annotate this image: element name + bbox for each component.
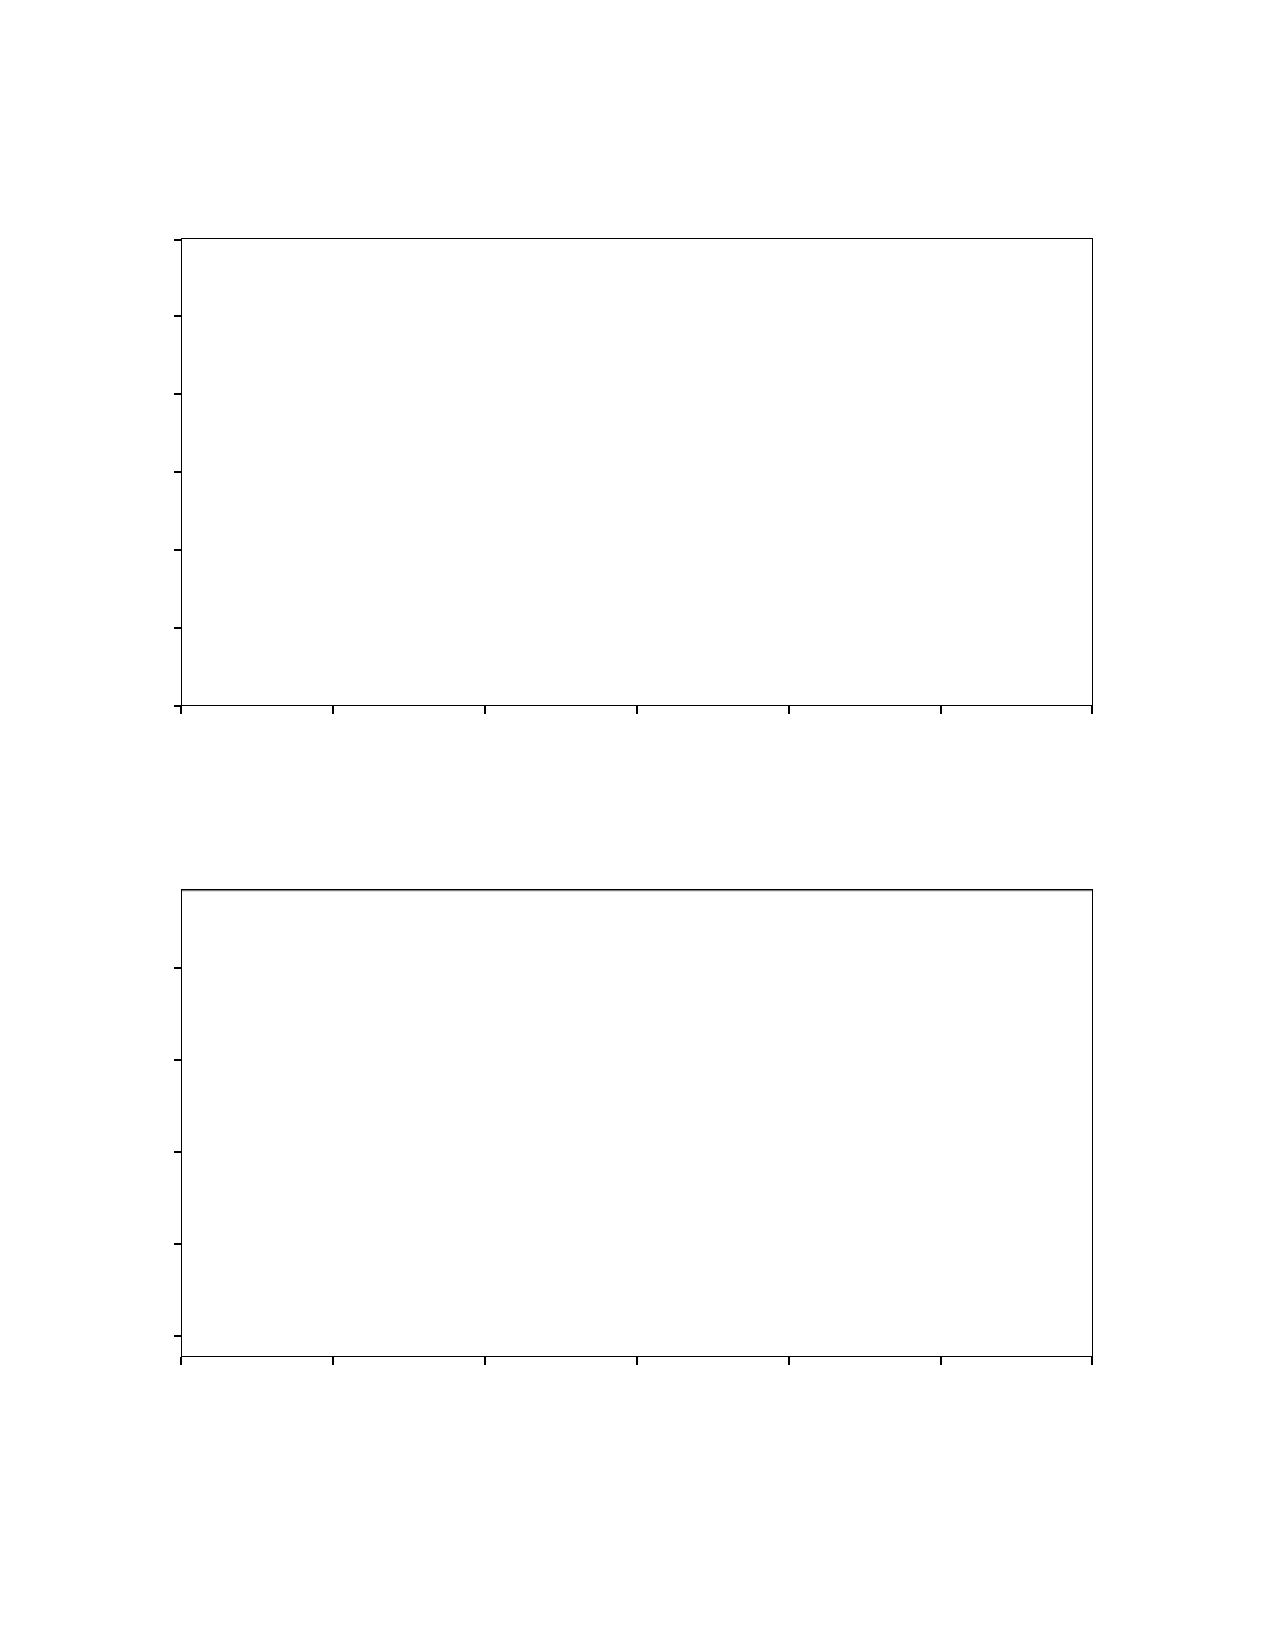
top-ytick-mark (174, 471, 182, 473)
bottom-xtick-mark (636, 1357, 638, 1365)
bottom-xtick-mark (332, 1357, 334, 1365)
bottom-xtick-mark (180, 1357, 182, 1365)
top-ytick-mark (174, 549, 182, 551)
bottom-xtick-mark (788, 1357, 790, 1365)
bottom-ytick-mark (174, 1151, 182, 1153)
bottom-ytick-mark (174, 1243, 182, 1245)
bottom-xtick-mark (484, 1357, 486, 1365)
top-xtick-mark (484, 706, 486, 714)
top-ytick-mark (174, 315, 182, 317)
top-panel-svg (182, 239, 1092, 705)
top-xtick-mark (180, 706, 182, 714)
bottom-ytick-mark (174, 967, 182, 969)
top-xtick-mark (1091, 706, 1093, 714)
bottom-xtick-mark (940, 1357, 942, 1365)
top-panel-plot-area (181, 238, 1093, 706)
top-xtick-mark (636, 706, 638, 714)
top-xtick-mark (332, 706, 334, 714)
bottom-ytick-mark (174, 1059, 182, 1061)
bottom-xtick-mark (1091, 1357, 1093, 1365)
top-ytick-mark (174, 239, 182, 241)
bottom-ytick-mark (174, 1335, 182, 1337)
top-xtick-mark (940, 706, 942, 714)
top-ytick-mark (174, 627, 182, 629)
bottom-panel-svg (182, 890, 1092, 1356)
bottom-panel-plot-area (181, 889, 1093, 1357)
top-ytick-mark (174, 393, 182, 395)
top-xtick-mark (788, 706, 790, 714)
